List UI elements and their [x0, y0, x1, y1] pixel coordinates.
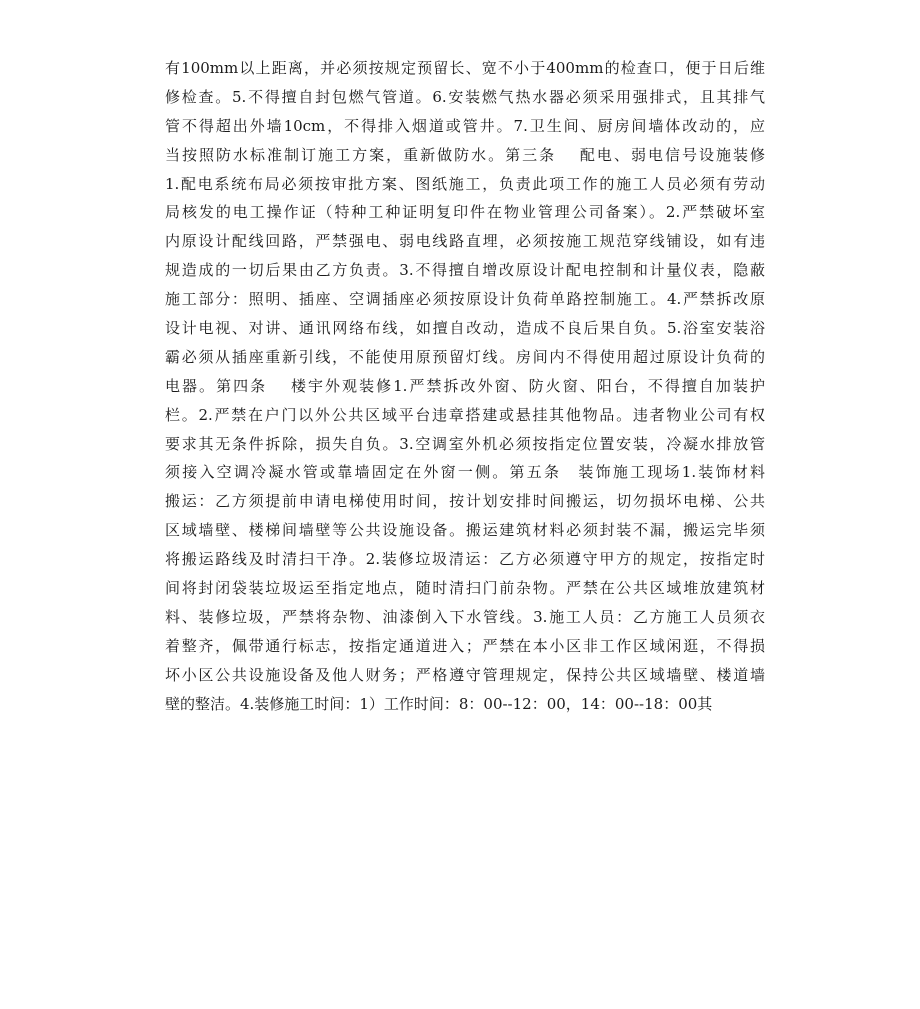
text-line: 管不得超出外墙10cm，不得排入烟道或管井。7.卫生间、厨房间墙体改动的，应 — [165, 116, 765, 135]
text-line: 间将封闭袋装垃圾运至指定地点，随时清扫门前杂物。严禁在公共区域堆放建筑材 — [165, 579, 765, 598]
text-line: 搬运：乙方须提前申请电梯使用时间，按计划安排时间搬运，切勿损坏电梯、公共 — [165, 492, 765, 511]
text-line: 修检查。5.不得擅自封包燃气管道。6.安装燃气热水器必须采用强排式，且其排气 — [165, 87, 765, 106]
text-line: 栏。2.严禁在户门以外公共区域平台违章搭建或悬挂其他物品。违者物业公司有权 — [165, 405, 765, 424]
text-line: 规造成的一切后果由乙方负责。3.不得擅自增改原设计配电控制和计量仪表，隐蔽 — [165, 261, 765, 280]
text-line: 着整齐，佩带通行标志，按指定通道进入；严禁在本小区非工作区域闲逛，不得损 — [165, 636, 765, 655]
text-line: 将搬运路线及时清扫干净。2.装修垃圾清运：乙方必须遵守甲方的规定，按指定时 — [165, 550, 765, 569]
text-line: 壁的整洁。4.装修施工时间：1）工作时间：8：00--12：00，14：00--18：00其 — [165, 694, 713, 713]
text-line: 设计电视、对讲、通讯网络布线，如擅自改动，造成不良后果自负。5.浴室安装浴 — [165, 319, 765, 338]
text-line: 须接入空调冷凝水管或靠墙固定在外窗一侧。第五条 装饰施工现场1.装饰材料 — [165, 463, 765, 482]
text-line: 有100mm以上距离，并必须按规定预留长、宽不小于400mm的检查口，便于日后维 — [165, 59, 765, 77]
text-line: 当按照防水标准制订施工方案，重新做防水。第三条 配电、弱电信号设施装修 — [165, 145, 765, 164]
text-line: 局核发的电工操作证（特种工种证明复印件在物业管理公司备案）。2.严禁破坏室 — [165, 203, 765, 222]
body-text — [165, 54, 765, 718]
text-line: 电器。第四条 楼宇外观装修1.严禁拆改外窗、防火窗、阳台，不得擅自加装护 — [165, 376, 765, 395]
text-line: 要求其无条件拆除，损失自负。3.空调室外机必须按指定位置安装，冷凝水排放管 — [165, 434, 765, 453]
text-line: 内原设计配线回路，严禁强电、弱电线路直埋，必须按施工规范穿线铺设，如有违 — [165, 232, 765, 251]
text-line: 料、装修垃圾，严禁将杂物、油漆倒入下水管线。3.施工人员：乙方施工人员须衣 — [165, 607, 765, 626]
text-line: 施工部分：照明、插座、空调插座必须按原设计负荷单路控制施工。4.严禁拆改原 — [165, 290, 765, 309]
text-line: 区域墙壁、楼梯间墙壁等公共设施设备。搬运建筑材料必须封装不漏，搬运完毕须 — [165, 521, 765, 540]
text-line: 霸必须从插座重新引线，不能使用原预留灯线。房间内不得使用超过原设计负荷的 — [165, 347, 765, 366]
text-line: 坏小区公共设施设备及他人财务；严格遵守管理规定，保持公共区域墙壁、楼道墙 — [165, 665, 765, 684]
text-line: 1.配电系统布局必须按审批方案、图纸施工，负责此项工作的施工人员必须有劳动 — [165, 174, 765, 193]
